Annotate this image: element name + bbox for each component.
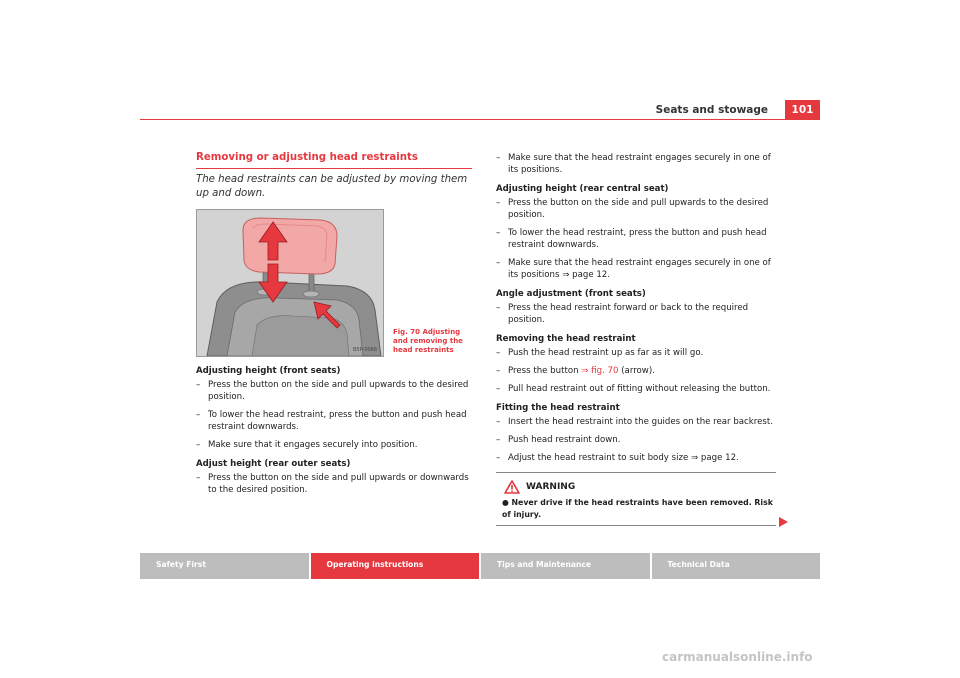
left-column — [196, 152, 472, 502]
head-restraint-illustration — [196, 209, 384, 357]
list-item: – Make sure that the head restraint engages securely in one of its positions ⇒ page 12. — [496, 258, 771, 280]
header-rule — [140, 119, 820, 120]
list-item: – Adjust the head restraint to suit body size ⇒ page 12. — [496, 453, 739, 463]
section-title: Removing or adjusting head restraints — [196, 152, 472, 169]
list-item: – Press the button ⇒ fig. 70 (arrow). — [496, 366, 655, 376]
tab-technical-data[interactable]: Technical Data — [652, 553, 821, 579]
list-item: – Press the button on the side and pull upwards to the desired position. — [496, 198, 769, 220]
warning-title: WARNING — [526, 482, 576, 492]
list-item: – Press the button on the side and pull upwards or downwards to the desired position. — [196, 473, 469, 495]
list-item: – Push head restraint down. — [496, 435, 621, 445]
list-item: – Pull head restraint out of fitting without releasing the button. — [496, 384, 771, 394]
figure-link[interactable]: ⇒ fig. 70 — [581, 366, 619, 376]
subheading-rear-central: Adjusting height (rear central seat) — [496, 184, 669, 194]
warning-triangle-icon — [504, 480, 520, 494]
list-item: – Insert the head restraint into the guides on the rear backrest. — [496, 417, 773, 427]
tab-safety-first[interactable]: Safety First — [140, 553, 309, 579]
watermark: carmanualsonline.info — [662, 650, 813, 664]
section-intro: The head restraints can be adjusted by moving them up and down. — [196, 174, 468, 199]
continue-arrow-icon — [779, 517, 788, 527]
list-item: – Make sure that it engages securely into position. — [196, 440, 418, 450]
subheading-fitting: Fitting the head restraint — [496, 403, 620, 413]
tab-tips-and-maintenance[interactable]: Tips and Maintenance — [481, 553, 650, 579]
chapter-title: Seats and stowage — [655, 104, 768, 116]
figure — [196, 209, 472, 357]
figure-caption: Fig. 70 Adjusting and removing the head restraints — [393, 328, 463, 354]
list-item: – Push the head restraint up as far as it will go. — [496, 348, 704, 358]
list-item: – Press the button on the side and pull upwards to the desired position. — [196, 380, 469, 402]
warning-text: ● Never drive if the head restraints have been removed. Risk of injury. — [502, 498, 773, 519]
subheading-angle: Angle adjustment (front seats) — [496, 289, 646, 299]
subheading-removing: Removing the head restraint — [496, 334, 636, 344]
right-column — [496, 152, 776, 526]
list-item: – Press the head restraint forward or back to the required position. — [496, 303, 749, 325]
list-item: – To lower the head restraint, press the button and push head restraint downwards. — [196, 410, 467, 432]
list-item: – Make sure that the head restraint engages securely in one of its positions. — [496, 153, 771, 175]
subheading-front-seats: Adjusting height (front seats) — [196, 366, 341, 376]
subheading-rear-outer: Adjust height (rear outer seats) — [196, 459, 351, 469]
page-number: 101 — [785, 100, 820, 119]
warning-box — [496, 472, 776, 526]
footer-tabs — [140, 553, 820, 579]
tab-operating-instructions[interactable]: Operating instructions — [311, 553, 480, 579]
list-item: – To lower the head restraint, press the button and push head restraint downwards. — [496, 228, 767, 250]
head-restraint-drawing — [197, 210, 383, 356]
figure-code: B5P-0066 — [353, 347, 378, 353]
